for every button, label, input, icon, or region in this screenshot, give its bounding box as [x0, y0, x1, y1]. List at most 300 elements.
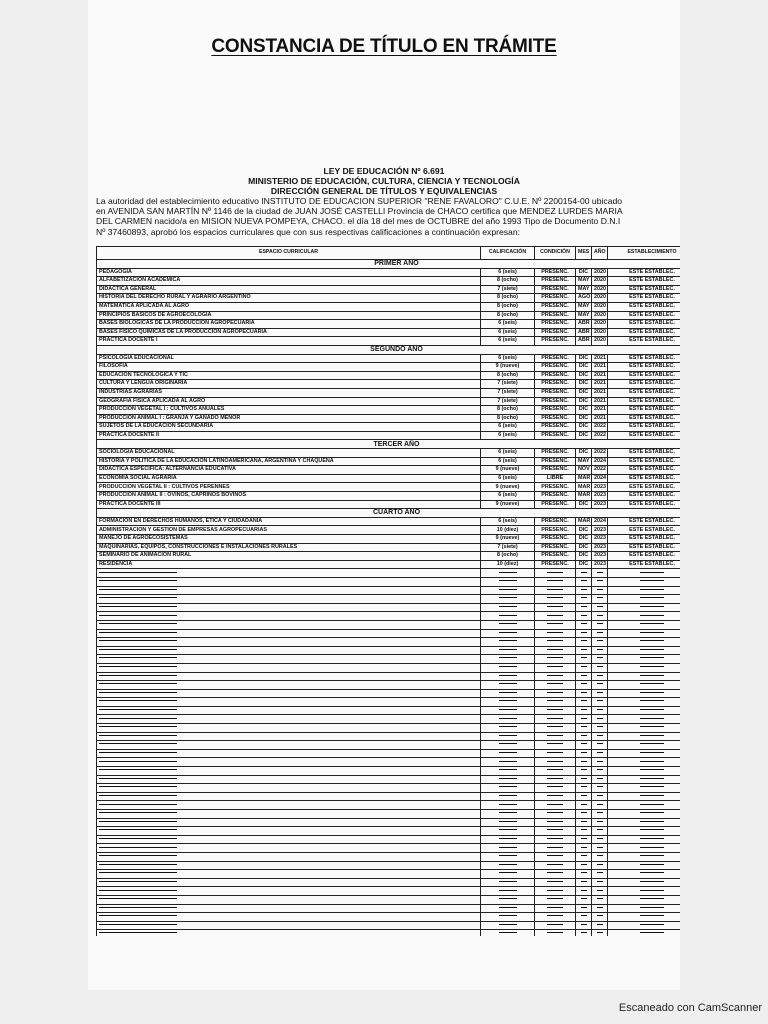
condition-cell: PRESENC. [535, 552, 576, 561]
grade-cell: 8 (ocho) [481, 311, 535, 320]
condition-cell: PRESENC. [535, 302, 576, 311]
empty-cell [481, 904, 535, 913]
year-cell: 2023 [592, 526, 608, 535]
subject-cell: HISTORIA DEL DERECHO RURAL Y AGRARIO ARGENTINO [97, 294, 481, 303]
institution-cell: ESTE ESTABLEC. [608, 543, 681, 552]
subject-cell: RESIDENCIA [97, 560, 481, 569]
empty-table-row [97, 672, 681, 681]
empty-cell [608, 895, 681, 904]
empty-cell [592, 672, 608, 681]
blank-line [99, 924, 177, 925]
empty-cell [481, 749, 535, 758]
blank-line [547, 649, 563, 650]
institution-cell: ESTE ESTABLEC. [608, 380, 681, 389]
month-cell: MAR [576, 483, 592, 492]
month-cell: DIC [576, 406, 592, 415]
blank-line [99, 606, 177, 607]
blank-line [581, 890, 587, 891]
empty-cell [97, 715, 481, 724]
blank-line [99, 898, 177, 899]
table-row [97, 406, 681, 415]
month-cell: ABR [576, 328, 592, 337]
empty-cell [592, 870, 608, 879]
subject-cell: BASES BIOLOGICAS DE LA PRODUCCION AGROPECUARIA [97, 320, 481, 329]
blank-line [581, 735, 587, 736]
empty-cell [97, 930, 481, 936]
empty-cell [535, 878, 576, 887]
empty-cell [481, 646, 535, 655]
empty-cell [481, 775, 535, 784]
blank-line [547, 778, 563, 779]
blank-line [99, 795, 177, 796]
blank-line [597, 709, 603, 710]
blank-line [597, 812, 603, 813]
condition-cell: PRESENC. [535, 560, 576, 569]
condition-cell: PRESENC. [535, 363, 576, 372]
month-cell: DIC [576, 535, 592, 544]
institution-cell: ESTE ESTABLEC. [608, 397, 681, 406]
empty-cell [97, 844, 481, 853]
blank-line [581, 778, 587, 779]
empty-cell [592, 663, 608, 672]
empty-cell [535, 672, 576, 681]
empty-cell [481, 810, 535, 819]
grade-cell: 8 (ocho) [481, 277, 535, 286]
empty-table-row [97, 844, 681, 853]
year-cell: 2023 [592, 483, 608, 492]
blank-line [547, 623, 563, 624]
blank-line [640, 572, 664, 573]
empty-cell [97, 638, 481, 647]
blank-line [581, 864, 587, 865]
blank-line [597, 572, 603, 573]
table-row [97, 363, 681, 372]
empty-cell [535, 887, 576, 896]
blank-line [99, 752, 177, 753]
blank-line [547, 812, 563, 813]
year-cell: 2020 [592, 337, 608, 346]
empty-cell [576, 620, 592, 629]
institution-cell: ESTE ESTABLEC. [608, 449, 681, 458]
empty-cell [535, 784, 576, 793]
subject-cell: SEMINARIO DE ANIMACION RURAL [97, 552, 481, 561]
blank-line [99, 692, 177, 693]
grade-cell: 9 (nueve) [481, 500, 535, 509]
blank-line [581, 838, 587, 839]
subject-cell: PRACTICA DOCENTE I [97, 337, 481, 346]
month-cell: DIC [576, 363, 592, 372]
condition-cell: PRESENC. [535, 285, 576, 294]
blank-line [499, 700, 517, 701]
empty-cell [576, 715, 592, 724]
year-section-row [97, 440, 681, 449]
blank-line [640, 632, 664, 633]
blank-line [99, 589, 177, 590]
empty-cell [481, 732, 535, 741]
blank-line [581, 580, 587, 581]
blank-line [99, 649, 177, 650]
year-cell: 2021 [592, 406, 608, 415]
blank-line [99, 623, 177, 624]
blank-line [597, 855, 603, 856]
table-row [97, 371, 681, 380]
blank-line [597, 623, 603, 624]
empty-cell [97, 603, 481, 612]
empty-cell [592, 603, 608, 612]
month-cell: DIC [576, 388, 592, 397]
year-cell: 2024 [592, 457, 608, 466]
blank-line [640, 580, 664, 581]
blank-line [499, 640, 517, 641]
empty-cell [576, 689, 592, 698]
month-cell: DIC [576, 397, 592, 406]
empty-cell [608, 732, 681, 741]
empty-cell [608, 801, 681, 810]
blank-line [499, 795, 517, 796]
subject-cell: ALFABETIZACION ACADEMICA [97, 277, 481, 286]
empty-cell [576, 767, 592, 776]
empty-cell [97, 861, 481, 870]
blank-line [581, 649, 587, 650]
blank-line [581, 915, 587, 916]
subject-cell: PRINCIPIOS BASICOS DE AGROECOLOGIA [97, 311, 481, 320]
empty-table-row [97, 603, 681, 612]
table-row [97, 320, 681, 329]
grade-cell: 8 (ocho) [481, 371, 535, 380]
year-cell: 2021 [592, 388, 608, 397]
empty-cell [535, 818, 576, 827]
blank-line [99, 855, 177, 856]
institution-cell: ESTE ESTABLEC. [608, 311, 681, 320]
subject-cell: PRODUCCION ANIMAL I : GRANJA Y GANADO MENOR [97, 414, 481, 423]
subject-cell: EDUCACION TECNOLOGICA Y TIC [97, 371, 481, 380]
blank-line [597, 761, 603, 762]
blank-line [547, 718, 563, 719]
document-title: CONSTANCIA DE TÍTULO EN TRÁMITE [211, 36, 557, 57]
blank-line [499, 890, 517, 891]
institution-cell: ESTE ESTABLEC. [608, 337, 681, 346]
empty-cell [535, 844, 576, 853]
empty-cell [608, 620, 681, 629]
empty-cell [97, 724, 481, 733]
blank-line [597, 804, 603, 805]
year-cell: 2024 [592, 517, 608, 526]
empty-table-row [97, 921, 681, 930]
blank-line [640, 821, 664, 822]
blank-line [499, 769, 517, 770]
year-cell: 2020 [592, 302, 608, 311]
empty-cell [608, 577, 681, 586]
empty-cell [576, 835, 592, 844]
empty-cell [97, 672, 481, 681]
empty-cell [535, 801, 576, 810]
blank-line [581, 743, 587, 744]
blank-line [581, 752, 587, 753]
document-page [88, 0, 680, 990]
table-row [97, 492, 681, 501]
grade-cell: 8 (ocho) [481, 406, 535, 415]
empty-cell [481, 878, 535, 887]
empty-cell [97, 698, 481, 707]
year-cell: 2022 [592, 431, 608, 440]
grade-cell: 6 (seis) [481, 328, 535, 337]
empty-cell [608, 852, 681, 861]
table-row [97, 483, 681, 492]
month-cell: DIC [576, 552, 592, 561]
empty-cell [608, 689, 681, 698]
blank-line [581, 795, 587, 796]
empty-table-row [97, 620, 681, 629]
blank-line [640, 864, 664, 865]
year-cell: 2020 [592, 320, 608, 329]
empty-cell [535, 767, 576, 776]
empty-cell [481, 569, 535, 578]
empty-table-row [97, 595, 681, 604]
table-header-row [97, 247, 681, 260]
empty-cell [608, 724, 681, 733]
month-cell: MAY [576, 457, 592, 466]
year-cell: 2023 [592, 560, 608, 569]
empty-cell [576, 724, 592, 733]
empty-cell [481, 629, 535, 638]
blank-line [499, 743, 517, 744]
empty-cell [535, 921, 576, 930]
blank-line [597, 615, 603, 616]
empty-cell [592, 586, 608, 595]
blank-line [597, 890, 603, 891]
blank-line [99, 580, 177, 581]
blank-line [547, 847, 563, 848]
blank-line [547, 829, 563, 830]
table-row [97, 277, 681, 286]
empty-cell [97, 646, 481, 655]
empty-cell [576, 698, 592, 707]
month-cell: DIC [576, 380, 592, 389]
blank-line [547, 735, 563, 736]
grade-cell: 6 (seis) [481, 354, 535, 363]
subject-cell: PRODUCCION VEGETAL II : CULTIVOS PERENNES [97, 483, 481, 492]
empty-cell [608, 792, 681, 801]
subject-cell: PSICOLOGIA EDUCACIONAL [97, 354, 481, 363]
institution-cell: ESTE ESTABLEC. [608, 483, 681, 492]
empty-table-row [97, 930, 681, 936]
blank-line [99, 847, 177, 848]
blank-line [640, 769, 664, 770]
empty-cell [608, 835, 681, 844]
empty-cell [576, 569, 592, 578]
empty-cell [481, 758, 535, 767]
empty-cell [592, 913, 608, 922]
blank-line [499, 847, 517, 848]
empty-cell [535, 698, 576, 707]
condition-cell: PRESENC. [535, 543, 576, 552]
blank-line [597, 829, 603, 830]
blank-line [547, 632, 563, 633]
blank-line [499, 597, 517, 598]
institution-cell: ESTE ESTABLEC. [608, 320, 681, 329]
blank-line [597, 786, 603, 787]
blank-line [99, 821, 177, 822]
blank-line [640, 700, 664, 701]
institution-cell: ESTE ESTABLEC. [608, 517, 681, 526]
empty-cell [97, 835, 481, 844]
month-cell: DIC [576, 431, 592, 440]
empty-cell [576, 861, 592, 870]
blank-line [640, 649, 664, 650]
blank-line [499, 907, 517, 908]
empty-cell [576, 775, 592, 784]
blank-line [640, 804, 664, 805]
empty-cell [576, 904, 592, 913]
header-anio: AÑO [592, 247, 608, 260]
empty-cell [97, 904, 481, 913]
subject-cell: PEDAGOGIA [97, 268, 481, 277]
blank-line [597, 778, 603, 779]
grade-cell: 7 (siete) [481, 380, 535, 389]
empty-cell [576, 749, 592, 758]
empty-table-row [97, 646, 681, 655]
blank-line [640, 752, 664, 753]
empty-cell [592, 646, 608, 655]
empty-cell [576, 818, 592, 827]
condition-cell: PRESENC. [535, 268, 576, 277]
year-cell: 2020 [592, 328, 608, 337]
blank-line [499, 657, 517, 658]
blank-line [547, 743, 563, 744]
empty-table-row [97, 810, 681, 819]
subject-cell: GEOGRAFIA FISICA APLICADA AL AGRO [97, 397, 481, 406]
subject-cell: PRODUCCION VEGETAL I : CULTIVOS ANUALES [97, 406, 481, 415]
condition-cell: PRESENC. [535, 483, 576, 492]
blank-line [640, 683, 664, 684]
empty-cell [592, 749, 608, 758]
month-cell: MAY [576, 277, 592, 286]
empty-cell [97, 663, 481, 672]
blank-line [581, 761, 587, 762]
blank-line [499, 649, 517, 650]
blank-line [499, 924, 517, 925]
blank-line [640, 640, 664, 641]
empty-cell [576, 784, 592, 793]
month-cell: DIC [576, 371, 592, 380]
blank-line [581, 615, 587, 616]
empty-cell [592, 681, 608, 690]
grade-cell: 10 (diez) [481, 526, 535, 535]
blank-line [499, 812, 517, 813]
subject-cell: DIDACTICA GENERAL [97, 285, 481, 294]
blank-line [499, 718, 517, 719]
blank-line [499, 572, 517, 573]
year-cell: 2023 [592, 535, 608, 544]
empty-cell [576, 646, 592, 655]
empty-cell [481, 870, 535, 879]
subject-cell: PRACTICA DOCENTE III [97, 500, 481, 509]
blank-line [581, 898, 587, 899]
empty-cell [97, 595, 481, 604]
blank-line [547, 890, 563, 891]
empty-cell [97, 612, 481, 621]
blank-line [99, 761, 177, 762]
blank-line [499, 804, 517, 805]
blank-line [640, 743, 664, 744]
blank-line [99, 743, 177, 744]
blank-line [640, 898, 664, 899]
certificate-line: Nº 37460893, aprobó los espacios curriculares que con sus respectivas calificaciones a continuación expresan: [96, 226, 520, 237]
blank-line [499, 683, 517, 684]
blank-line [499, 666, 517, 667]
blank-line [597, 675, 603, 676]
blank-line [547, 700, 563, 701]
year-cell: 2020 [592, 294, 608, 303]
empty-cell [592, 844, 608, 853]
blank-line [547, 640, 563, 641]
year-cell: 2022 [592, 423, 608, 432]
blank-line [581, 640, 587, 641]
subject-cell: ADMINISTRACION Y GESTION DE EMPRESAS AGROPECUARIAS [97, 526, 481, 535]
blank-line [581, 692, 587, 693]
blank-line [597, 881, 603, 882]
year-section-row [97, 509, 681, 518]
blank-line [581, 597, 587, 598]
subject-cell: CULTURA Y LENGUA ORIGINARIA [97, 380, 481, 389]
month-cell: MAR [576, 517, 592, 526]
empty-cell [481, 741, 535, 750]
empty-cell [481, 663, 535, 672]
empty-cell [592, 767, 608, 776]
month-cell: MAY [576, 285, 592, 294]
empty-cell [481, 913, 535, 922]
empty-cell [97, 586, 481, 595]
year-cell: 2021 [592, 397, 608, 406]
blank-line [581, 718, 587, 719]
empty-cell [592, 724, 608, 733]
year-label: PRIMER AÑO [97, 260, 681, 269]
month-cell: ABR [576, 320, 592, 329]
blank-line [640, 778, 664, 779]
certificate-line: en AVENIDA SAN MARTÍN Nº 1146 de la ciudad de JUAN JOSÉ CASTELLI Provincia de CHACO certifica que MENDEZ LURDES MARIA [96, 206, 623, 217]
blank-line [499, 615, 517, 616]
empty-cell [608, 784, 681, 793]
grade-cell: 10 (diez) [481, 560, 535, 569]
blank-line [99, 812, 177, 813]
condition-cell: PRESENC. [535, 414, 576, 423]
blank-line [640, 786, 664, 787]
empty-cell [608, 749, 681, 758]
blank-line [99, 572, 177, 573]
empty-cell [535, 629, 576, 638]
empty-cell [535, 775, 576, 784]
empty-cell [535, 655, 576, 664]
empty-cell [535, 792, 576, 801]
blank-line [597, 743, 603, 744]
month-cell: MAR [576, 492, 592, 501]
blank-line [597, 683, 603, 684]
institution-cell: ESTE ESTABLEC. [608, 268, 681, 277]
empty-cell [608, 569, 681, 578]
year-cell: 2020 [592, 311, 608, 320]
empty-cell [592, 801, 608, 810]
empty-cell [592, 655, 608, 664]
condition-cell: LIBRE [535, 474, 576, 483]
blank-line [597, 752, 603, 753]
empty-cell [535, 569, 576, 578]
empty-cell [97, 887, 481, 896]
grade-cell: 9 (nueve) [481, 363, 535, 372]
institution-cell: ESTE ESTABLEC. [608, 423, 681, 432]
year-cell: 2021 [592, 363, 608, 372]
empty-cell [97, 655, 481, 664]
empty-cell [97, 569, 481, 578]
